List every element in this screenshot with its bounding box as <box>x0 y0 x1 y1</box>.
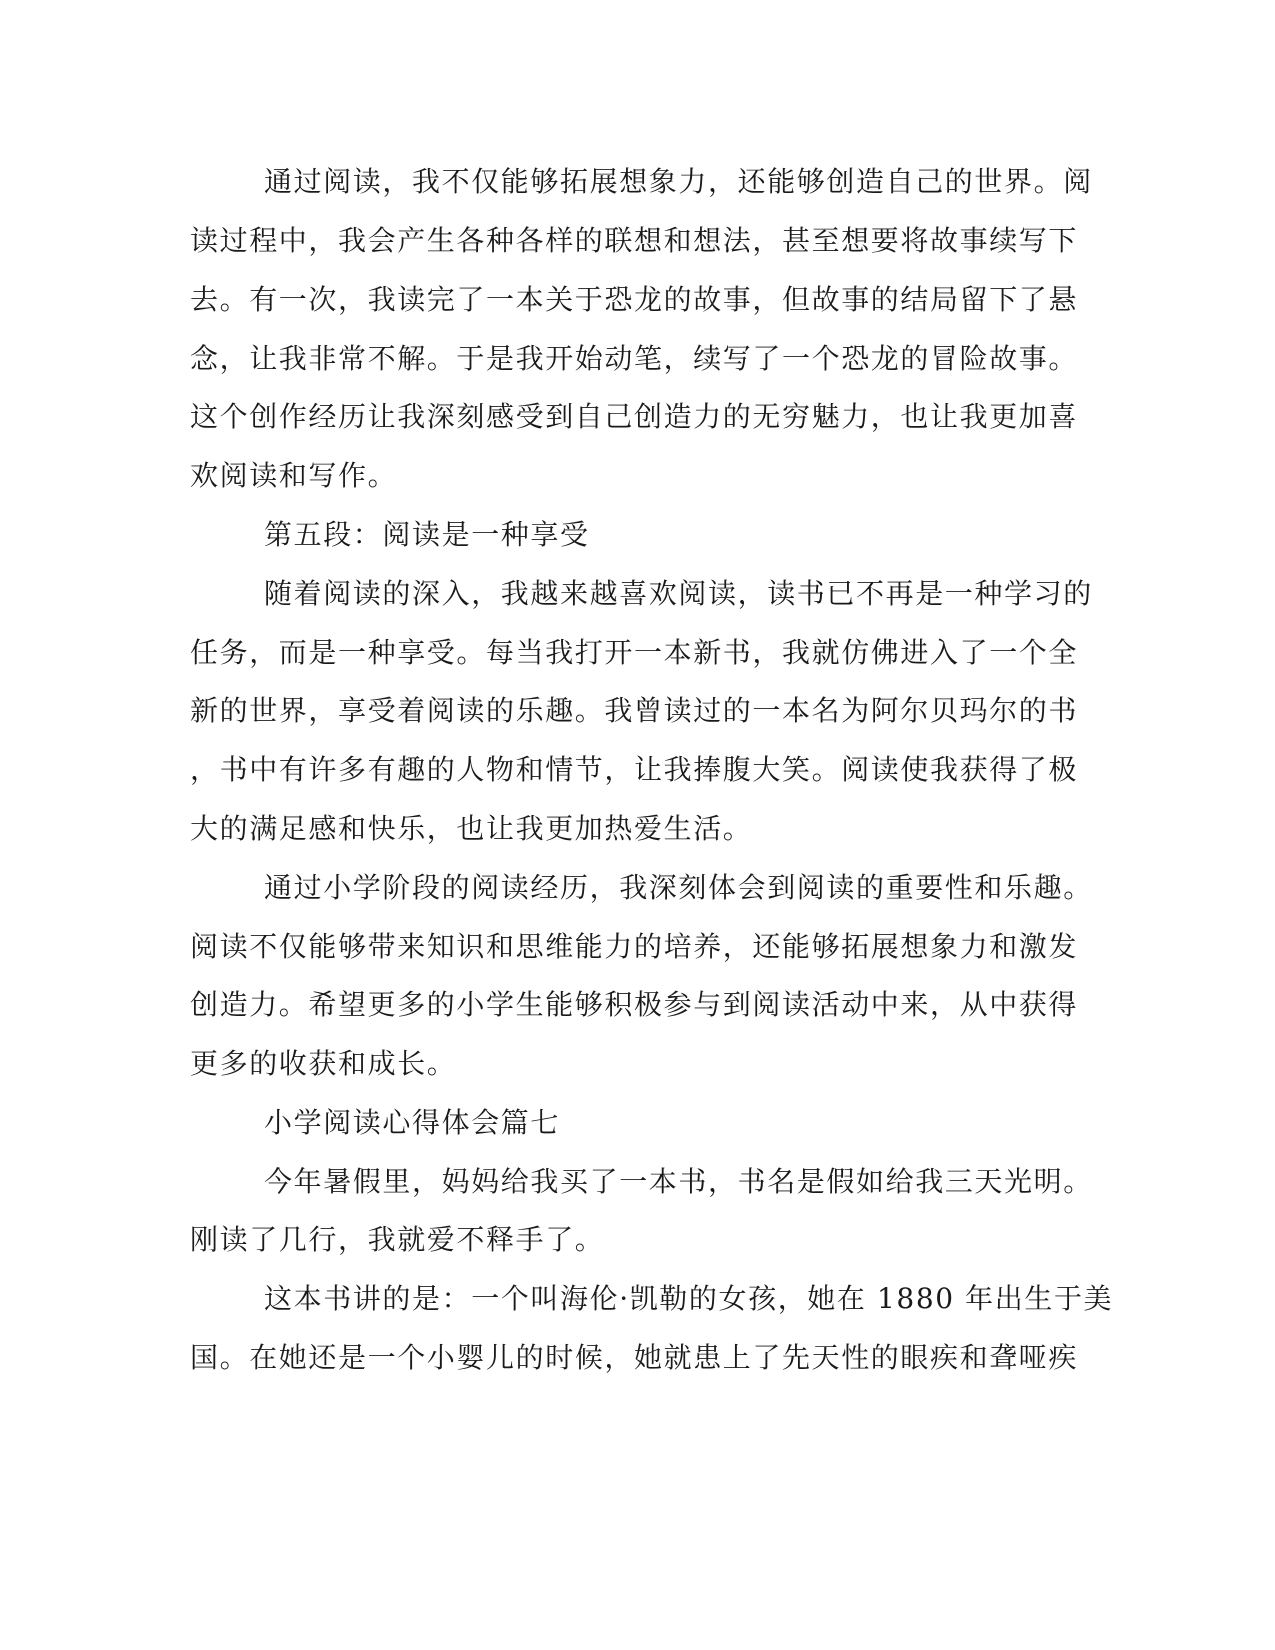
text-line: 国。在她还是一个小婴儿的时候，她就患上了先天性的眼疾和聋哑疾 <box>190 1341 1079 1374</box>
text-line: 这本书讲的是：一个叫海伦·凯勒的女孩，她在 1880 年出生于美 <box>264 1282 1114 1315</box>
text-line: 刚读了几行，我就爱不释手了。 <box>190 1223 605 1256</box>
text-line: 欢阅读和写作。 <box>190 459 398 492</box>
text-line: 通过阅读，我不仅能够拓展想象力，还能够创造自己的世界。阅 <box>264 165 1093 198</box>
section-heading: 第五段：阅读是一种享受 <box>264 518 590 551</box>
text-line: ，书中有许多有趣的人物和情节，让我捧腹大笑。阅读使我获得了极 <box>190 753 1079 786</box>
text-line: 今年暑假里，妈妈给我买了一本书，书名是假如给我三天光明。 <box>264 1165 1093 1198</box>
text-line: 新的世界，享受着阅读的乐趣。我曾读过的一本名为阿尔贝玛尔的书 <box>190 694 1079 727</box>
text-line: 创造力。希望更多的小学生能够积极参与到阅读活动中来，从中获得 <box>190 988 1079 1021</box>
text-line: 大的满足感和快乐，也让我更加热爱生活。 <box>190 812 753 845</box>
text-line: 更多的收获和成长。 <box>190 1047 457 1080</box>
text-line: 通过小学阶段的阅读经历，我深刻体会到阅读的重要性和乐趣。 <box>264 871 1093 904</box>
text-line: 随着阅读的深入，我越来越喜欢阅读，读书已不再是一种学习的 <box>264 577 1093 610</box>
text-line: 念，让我非常不解。于是我开始动笔，续写了一个恐龙的冒险故事。 <box>190 342 1079 375</box>
text-line: 读过程中，我会产生各种各样的联想和想法，甚至想要将故事续写下 <box>190 224 1079 257</box>
text-line: 任务，而是一种享受。每当我打开一本新书，我就仿佛进入了一个全 <box>190 636 1079 669</box>
text-line: 去。有一次，我读完了一本关于恐龙的故事，但故事的结局留下了悬 <box>190 283 1079 316</box>
section-heading: 小学阅读心得体会篇七 <box>264 1106 561 1139</box>
text-line: 阅读不仅能够带来知识和思维能力的培养，还能够拓展想象力和激发 <box>190 930 1079 963</box>
text-line: 这个创作经历让我深刻感受到自己创造力的无穷魅力，也让我更加喜 <box>190 400 1079 433</box>
